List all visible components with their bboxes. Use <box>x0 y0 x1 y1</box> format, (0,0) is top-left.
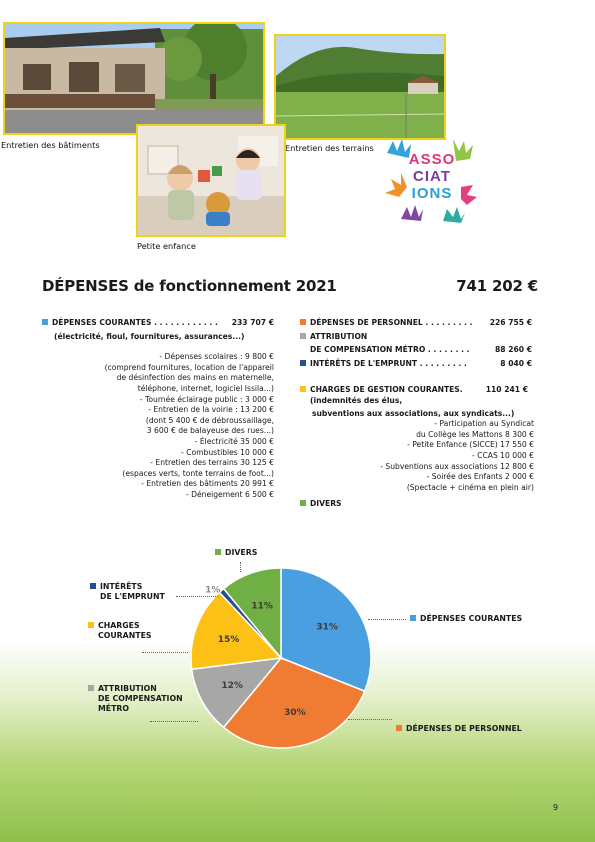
photo-batiments <box>3 22 265 135</box>
building-illustration <box>5 24 263 133</box>
charges-label: CHARGES DE GESTION COURANTES. <box>310 385 463 395</box>
courantes-detail-line: 3 600 € de balayeuse des rues...) <box>146 426 274 436</box>
divers-swatch <box>300 500 306 506</box>
courantes-detail-line: (espaces verts, tonte terrains de foot...) <box>122 468 274 478</box>
pie-slice-label: 1% <box>205 585 221 596</box>
courantes-detail-line: (dont 5 400 € de débroussaillage, <box>145 415 274 425</box>
legend-interets-label-2: DE L'EMPRUNT <box>100 592 165 601</box>
charges-detail-line: du Collège les Mattons 8 300 € <box>416 429 534 439</box>
courantes-row <box>42 318 278 329</box>
charges-row <box>300 385 536 396</box>
charges-detail-line: (Spectacle + cinéma en plein air) <box>406 482 534 492</box>
legend-attribution-line3 <box>88 704 183 714</box>
courantes-detail-line: - Combustibles 10 000 € <box>181 447 274 457</box>
legend-divers-swatch <box>215 549 221 555</box>
courantes-dots: . . . . . . . . . . . . <box>151 318 218 327</box>
page-number: 9 <box>553 803 559 812</box>
personnel-label: DÉPENSES DE PERSONNEL <box>310 318 423 327</box>
page-title: DÉPENSES de fonctionnement 2021 <box>42 277 337 295</box>
legend-attribution <box>88 684 183 714</box>
courantes-amount: 233 707 € <box>231 318 274 327</box>
courantes-detail-line: - Entretien de la voirie : 13 200 € <box>148 405 274 415</box>
charges-sub-2: subventions aux associations, aux syndicats...) <box>312 408 515 418</box>
legend-charges-line2 <box>88 631 152 641</box>
legend-attribution-label-3: MÉTRO <box>98 704 130 713</box>
associations-logo <box>383 133 479 229</box>
leader-courantes <box>368 619 406 620</box>
charges-details <box>300 419 536 493</box>
charges-detail-line: - Participation au Syndicat <box>434 419 534 429</box>
leader-attribution <box>150 721 198 722</box>
personnel-dots: . . . . . . . . . <box>422 318 473 327</box>
courantes-details <box>42 352 278 500</box>
legend-personnel-label: DÉPENSES DE PERSONNEL <box>406 724 522 733</box>
courantes-detail-line: - Tournée éclairage public : 3 000 € <box>139 394 274 404</box>
divers-label: DIVERS <box>310 499 342 509</box>
leader-divers <box>240 562 242 572</box>
attribution-label-2: DE COMPENSATION MÉTRO <box>310 345 426 355</box>
legend-divers <box>215 548 257 558</box>
interets-label: INTÉRÊTS DE L'EMPRUNT <box>310 358 418 368</box>
photo-terrains <box>274 34 446 140</box>
interets-dots: . . . . . . . . . <box>417 358 467 368</box>
courantes-detail-line: - Entretien des terrains 30 125 € <box>150 458 274 468</box>
attribution-row-2 <box>300 345 536 356</box>
pie-slice-label: 30% <box>284 708 306 719</box>
charges-amount: 110 241 € <box>485 385 528 395</box>
logo-line-2: CIAT <box>413 168 451 185</box>
courantes-swatch <box>42 319 48 325</box>
legend-personnel <box>396 724 522 734</box>
courantes-detail-line: - Dépenses scolaires : 9 800 € <box>159 352 274 362</box>
legend-interets-label-1: INTÉRÊTS <box>100 582 143 591</box>
legend-attribution-label-2: DE COMPENSATION <box>98 694 183 703</box>
caption-terrains: Entretien des terrains <box>285 143 374 153</box>
attribution-dots: . . . . . . . . <box>425 345 470 355</box>
legend-charges <box>88 621 152 641</box>
legend-charges-swatch <box>88 622 94 628</box>
charges-swatch <box>300 386 306 392</box>
field-illustration <box>276 36 444 138</box>
courantes-label: DÉPENSES COURANTES <box>52 318 152 327</box>
leader-personnel <box>348 719 392 720</box>
courantes-sub: (électricité, fioul, fournitures, assurances...) <box>54 331 245 341</box>
pie-slice-label: 15% <box>217 635 240 646</box>
attribution-row <box>300 332 536 343</box>
legend-interets <box>90 582 165 602</box>
leader-charges <box>142 652 188 653</box>
pie-chart <box>0 540 595 780</box>
pie-slice-label: 31% <box>316 622 338 633</box>
legend-courantes-swatch <box>410 615 416 621</box>
legend-divers-label: DIVERS <box>225 548 258 557</box>
caption-enfance: Petite enfance <box>137 241 196 251</box>
right-column <box>300 318 536 510</box>
courantes-detail-line: - Entretien des bâtiments 20 991 € <box>141 479 274 489</box>
attribution-amount: 88 260 € <box>495 345 532 355</box>
charges-detail-line: - CCAS 10 000 € <box>471 450 534 460</box>
charges-detail-line: - Soirée des Enfants 2 000 € <box>426 472 534 482</box>
children-illustration <box>138 126 284 235</box>
personnel-swatch <box>300 319 306 325</box>
courantes-detail-line: - Électricité 35 000 € <box>194 436 274 446</box>
charges-detail-line: - Petite Enfance (SICCE) 17 550 € <box>407 440 534 450</box>
legend-personnel-swatch <box>396 725 402 731</box>
legend-charges-label-2: COURANTES <box>98 631 152 640</box>
legend-courantes <box>410 614 522 624</box>
personnel-amount: 226 755 € <box>489 318 532 327</box>
total-amount: 741 202 € <box>456 277 538 295</box>
left-column <box>42 318 278 501</box>
legend-attribution-label-1: ATTRIBUTION <box>98 684 157 693</box>
interets-row <box>300 359 536 370</box>
divers-row <box>300 499 536 510</box>
logo-line-1: ASSO <box>408 151 456 168</box>
courantes-detail-line: téléphone, internet, logiciel Issila...) <box>137 383 274 393</box>
personnel-row <box>300 318 536 329</box>
courantes-detail-line: (comprend fournitures, location de l'appareil <box>104 362 274 372</box>
pie-slice-label: 11% <box>251 601 273 612</box>
legend-attribution-swatch <box>88 685 94 691</box>
logo-line-3: IONS <box>411 185 453 202</box>
interets-swatch <box>300 360 306 366</box>
legend-attribution-line2 <box>88 694 183 704</box>
leader-interets <box>176 596 218 597</box>
attribution-label-1: ATTRIBUTION <box>310 331 368 341</box>
associations-logo-text <box>399 151 465 202</box>
legend-interets-swatch <box>90 583 96 589</box>
courantes-detail-line: de désinfection des mains en maternelle, <box>116 373 274 383</box>
caption-batiments: Entretien des bâtiments <box>1 140 100 150</box>
photo-enfance <box>136 124 286 237</box>
interets-amount: 8 040 € <box>500 358 532 368</box>
legend-interets-line2 <box>90 592 165 602</box>
legend-courantes-label: DÉPENSES COURANTES <box>420 614 523 623</box>
charges-detail-line: - Subventions aux associations 12 800 € <box>380 461 534 471</box>
pie-slice-label: 12% <box>221 680 243 691</box>
charges-sub-1: (indemnités des élus, <box>310 395 403 405</box>
attribution-swatch <box>300 333 306 339</box>
courantes-detail-line: - Déneigement 6 500 € <box>185 489 274 499</box>
legend-charges-label-1: CHARGES <box>98 621 140 630</box>
